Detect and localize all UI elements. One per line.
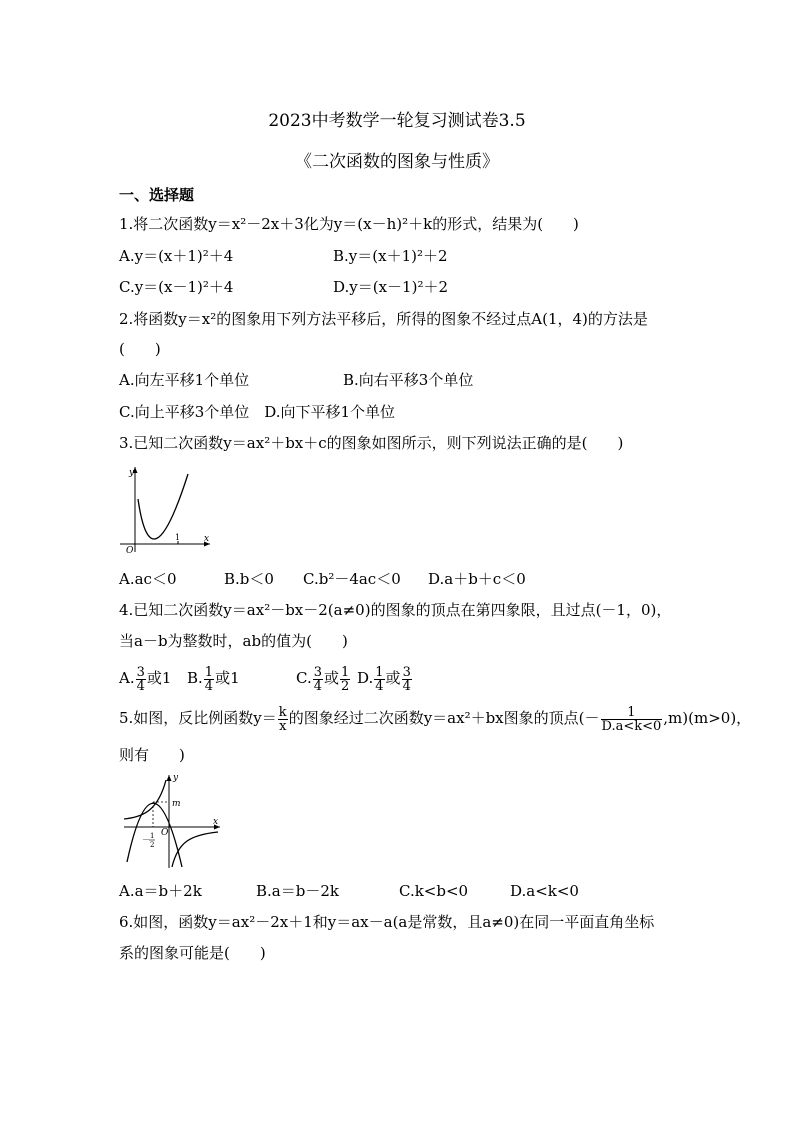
q4-option-c — [296, 660, 351, 696]
page-title: 2023中考数学一轮复习测试卷3.5 — [268, 111, 526, 131]
q4-option-a-fraction — [136, 666, 146, 693]
q5-parabola — [127, 803, 182, 867]
q5-option-b: B.a＝b－2k — [256, 882, 339, 900]
q5-stem-end: ,m)(m>0)， — [663, 709, 752, 727]
q5-origin-label: O — [161, 828, 169, 838]
q5-x-label: x — [213, 817, 219, 827]
q4-stem-cont: 当a－b为整数时，ab的值为( ) — [119, 632, 348, 650]
q5-function-figure — [120, 772, 224, 870]
q4-c-numerator-2: 1 — [341, 664, 350, 680]
q4-option-a-label: A. — [119, 669, 135, 687]
q4-c-denominator-2: 2 — [341, 678, 350, 694]
q4-option-c-label: C. — [296, 669, 312, 687]
q5-k-numerator: k — [278, 704, 287, 720]
q5-stem-middle: 的图象经过二次函数y＝ax²＋bx图象的顶点(－ — [288, 709, 600, 727]
q1-option-a: A.y＝(x＋1)²＋4 — [119, 247, 234, 265]
q5-stem — [119, 699, 751, 737]
q5-stem-cont: 则有 ) — [119, 746, 185, 764]
q4-option-b-label: B. — [187, 669, 203, 687]
q4-a-denominator: 4 — [136, 678, 145, 694]
q3-parabola-figure — [115, 462, 215, 557]
q2-option-b: B.向右平移3个单位 — [343, 371, 474, 389]
q1-option-d: D.y＝(x－1)²＋2 — [333, 278, 448, 296]
q5-half-denominator: D.a<k<0 — [601, 718, 662, 734]
q4-b-denominator: 4 — [204, 678, 214, 694]
q1-stem: 1.将二次函数y＝x²－2x＋3化为y＝(x－h)²＋k的形式，结果为( ) — [119, 215, 579, 233]
q5-y-arrow-icon — [167, 775, 172, 781]
q1-option-c: C.y＝(x－1)²＋4 — [119, 278, 234, 296]
q5-option-a: A.a＝b＋2k — [119, 882, 202, 900]
q4-d-denominator-2: 4 — [402, 678, 411, 694]
q4-a-numerator: 3 — [136, 664, 145, 680]
q5-fig-numerator: 1 — [150, 832, 155, 840]
q3-option-a: A.ac＜0 — [119, 570, 177, 588]
page-subtitle: 《二次函数的图象与性质》 — [295, 152, 499, 172]
q5-half-numerator: 1 — [601, 706, 663, 720]
q4-d-numerator-1: 1 — [375, 664, 384, 680]
q5-half-fraction — [601, 706, 663, 733]
q3-option-b: B.b＜0 — [224, 570, 274, 588]
q4-c-denominator-1: 4 — [313, 678, 322, 694]
q5-neg-sign: － — [142, 835, 150, 844]
q4-option-c-or: 或 — [324, 669, 340, 687]
q5-fig-denominator: 2 — [150, 841, 155, 849]
q4-d-numerator-2: 3 — [402, 664, 411, 680]
q3-one-label: 1 — [175, 533, 181, 542]
q3-y-label: y — [129, 468, 135, 478]
q5-hyperbola-right — [172, 832, 218, 867]
q4-option-d-or: 或 — [385, 669, 401, 687]
q5-m-label: m — [172, 799, 181, 809]
q6-stem: 6.如图，函数y＝ax²－2x＋1和y＝ax－a(a是常数，且a≠0)在同一平面直角坐标 — [119, 913, 655, 931]
q3-x-label: x — [204, 534, 210, 544]
q4-d-denominator-1: 4 — [375, 678, 384, 694]
q3-parabola — [138, 474, 188, 539]
q4-option-a — [119, 660, 171, 696]
q5-y-label: y — [173, 773, 179, 783]
q1-option-b: B.y＝(x＋1)²＋2 — [333, 247, 448, 265]
q4-option-d — [357, 660, 413, 696]
q5-x-denominator: x — [279, 718, 287, 734]
q2-option-a: A.向左平移1个单位 — [119, 371, 250, 389]
q4-c-numerator-1: 3 — [313, 664, 322, 680]
section-heading: 一、选择题 — [119, 186, 195, 204]
q5-option-c: C.k<b<0 — [399, 882, 469, 900]
q3-option-c: C.b²－4ac＜0 — [303, 570, 401, 588]
q5-k-over-x — [278, 706, 288, 733]
q4-stem: 4.已知二次函数y＝ax²－bx－2(a≠0)的图象的顶点在第四象限，且过点(－1，0)， — [119, 601, 672, 619]
q4-option-b-tail: 或1 — [215, 669, 240, 687]
q4-option-c-fraction-1 — [313, 666, 323, 693]
q4-option-d-label: D. — [357, 669, 374, 687]
q2-option-cd: C.向上平移3个单位 D.向下平移1个单位 — [119, 403, 396, 421]
q5-option-d: D.a<k<0 — [510, 882, 579, 900]
q5-stem-start: 5.如图，反比例函数y＝ — [119, 709, 277, 727]
q3-origin-label: O — [126, 546, 134, 556]
q4-option-b — [187, 660, 240, 696]
q2-stem-cont: ( ) — [119, 340, 161, 358]
q3-stem: 3.已知二次函数y＝ax²＋bx＋c的图象如图所示，则下列说法正确的是( ) — [119, 434, 624, 452]
q2-stem: 2.将函数y＝x²的图象用下列方法平移后，所得的图象不经过点A(1，4)的方法是 — [119, 310, 648, 328]
q4-option-d-fraction-1 — [374, 666, 384, 693]
q4-option-a-tail: 或1 — [146, 669, 172, 687]
q3-option-d: D.a＋b＋c＜0 — [428, 570, 526, 588]
q4-option-b-fraction — [204, 666, 214, 693]
q4-b-numerator: 1 — [204, 664, 214, 680]
q5-hyperbola-left — [124, 780, 166, 819]
q4-option-d-fraction-2 — [402, 666, 412, 693]
q6-stem-cont: 系的图象可能是( ) — [119, 944, 266, 962]
q4-option-c-fraction-2 — [340, 666, 350, 693]
